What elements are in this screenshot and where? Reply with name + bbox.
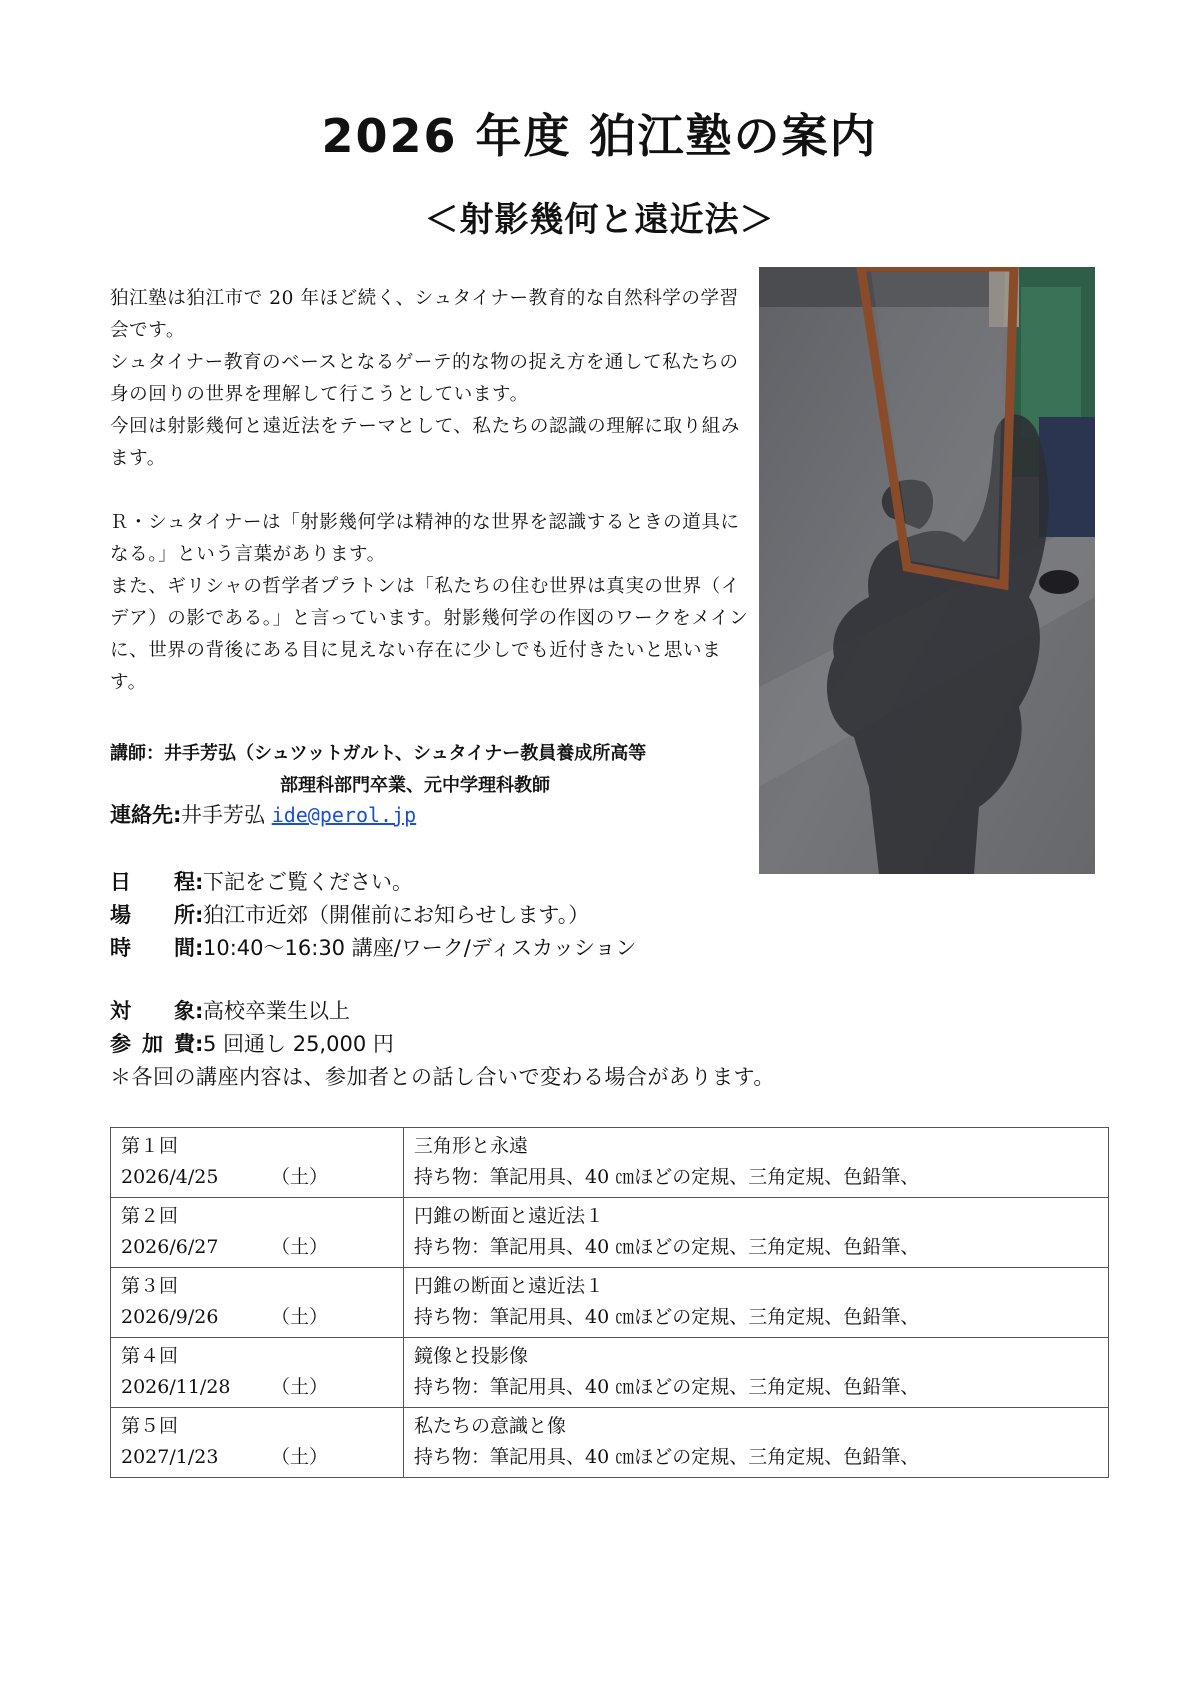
detail-value: 5 回通し 25,000 円 [203, 1032, 394, 1056]
intro-paragraph: 今回は射影幾何と遠近法をテーマとして、私たちの認識の理解に取り組みます。 [110, 416, 740, 469]
detail-label: 対象 [110, 999, 195, 1023]
instructor-line2: 部理科部門卒業、元中学理科教師 [280, 775, 550, 796]
session-topic: 私たちの意識と像 [414, 1415, 567, 1437]
instructor-label: 講師： [110, 743, 164, 764]
table-row [111, 1198, 1109, 1268]
table-row [111, 1128, 1109, 1198]
intro-paragraph: Ｒ・シュタイナーは「射影幾何学は精神的な世界を認識するときの道具になる。」という言葉があります。 [110, 512, 740, 565]
page-title: 2026 年度 狛江塾の案内 [321, 109, 878, 163]
intro-paragraph: また、ギリシャの哲学者プラトンは「私たちの住む世界は真実の世界（イデア）の影である。」と言っています。射影幾何学の作図のワークをメインに、世界の背後にある目に見えない存在に少しでも近付きたいと思います。 [110, 576, 749, 693]
detail-value: 10:40〜16:30 講座/ワーク/ディスカッション [203, 936, 637, 960]
table-row [111, 1268, 1109, 1338]
session-number: 第３回 [121, 1275, 179, 1297]
session-date: 2027/1/23 [121, 1446, 219, 1468]
session-items: 持ち物：筆記用具、40 ㎝ほどの定規、三角定規、色鉛筆、 [414, 1446, 920, 1468]
contact-name: 井手芳弘 [181, 803, 265, 827]
session-number: 第１回 [121, 1135, 179, 1157]
instructor-line1: 井手芳弘（シュツットガルト、シュタイナー教員養成所高等 [164, 743, 647, 764]
session-number: 第２回 [121, 1205, 179, 1227]
content-note: ＊各回の講座内容は、参加者との話し合いで変わる場合があります。 [110, 1065, 775, 1089]
detail-value: 狛江市近郊（開催前にお知らせします。） [203, 903, 590, 927]
session-date: 2026/4/25 [121, 1166, 219, 1188]
detail-fee: 参加費 : 5 回通し 25,000 円 [110, 1028, 870, 1061]
page-subtitle: ＜射影幾何と遠近法＞ [424, 200, 775, 240]
session-topic: 鏡像と投影像 [414, 1345, 529, 1367]
session-day: （土） [271, 1236, 329, 1258]
detail-value: 高校卒業生以上 [203, 999, 350, 1023]
detail-place: 場所 : 狛江市近郊（開催前にお知らせします。） [110, 899, 870, 932]
shadow-photo [759, 267, 1095, 874]
detail-label: 参加費 [110, 1032, 195, 1056]
detail-schedule: 日程 : 下記をご覧ください。 [110, 866, 870, 899]
session-items: 持ち物：筆記用具、40 ㎝ほどの定規、三角定規、色鉛筆、 [414, 1236, 920, 1258]
session-topic: 三角形と永遠 [414, 1135, 529, 1157]
table-row [111, 1408, 1109, 1478]
session-topic: 円錐の断面と遠近法１ [414, 1205, 605, 1227]
event-details [110, 866, 870, 965]
session-day: （土） [271, 1446, 329, 1468]
session-number: 第４回 [121, 1345, 179, 1367]
detail-time: 時間 : 10:40〜16:30 講座/ワーク/ディスカッション [110, 932, 870, 965]
schedule-table [110, 1127, 1109, 1478]
contact-label: 連絡先 [110, 803, 173, 827]
instructor-info [110, 738, 760, 802]
session-date: 2026/11/28 [121, 1376, 231, 1398]
detail-label: 場所 [110, 903, 195, 927]
detail-value: 下記をご覧ください。 [203, 870, 413, 894]
session-day: （土） [271, 1306, 329, 1328]
session-items: 持ち物：筆記用具、40 ㎝ほどの定規、三角定規、色鉛筆、 [414, 1166, 920, 1188]
contact-email-link[interactable]: ide@perol.jp [271, 803, 417, 827]
intro-paragraph: シュタイナー教育のベースとなるゲーテ的な物の捉え方を通して私たちの身の回りの世界を理解して行こうとしています。 [110, 352, 739, 405]
session-date: 2026/6/27 [121, 1236, 219, 1258]
eligibility-fee [110, 995, 870, 1094]
detail-label: 日程 [110, 870, 195, 894]
contact-row: 連絡先 : 井手芳弘 ide@perol.jp [110, 799, 870, 832]
intro-paragraph: 狛江塾は狛江市で 20 年ほど続く、シュタイナー教育的な自然科学の学習会です。 [110, 288, 739, 341]
detail-eligibility: 対象 : 高校卒業生以上 [110, 995, 870, 1028]
table-row [111, 1338, 1109, 1408]
session-items: 持ち物：筆記用具、40 ㎝ほどの定規、三角定規、色鉛筆、 [414, 1376, 920, 1398]
session-day: （土） [271, 1376, 329, 1398]
intro-text [110, 283, 750, 699]
session-number: 第５回 [121, 1415, 179, 1437]
session-topic: 円錐の断面と遠近法１ [414, 1275, 605, 1297]
session-items: 持ち物：筆記用具、40 ㎝ほどの定規、三角定規、色鉛筆、 [414, 1306, 920, 1328]
session-day: （土） [271, 1166, 329, 1188]
session-date: 2026/9/26 [121, 1306, 219, 1328]
detail-label: 時間 [110, 936, 195, 960]
